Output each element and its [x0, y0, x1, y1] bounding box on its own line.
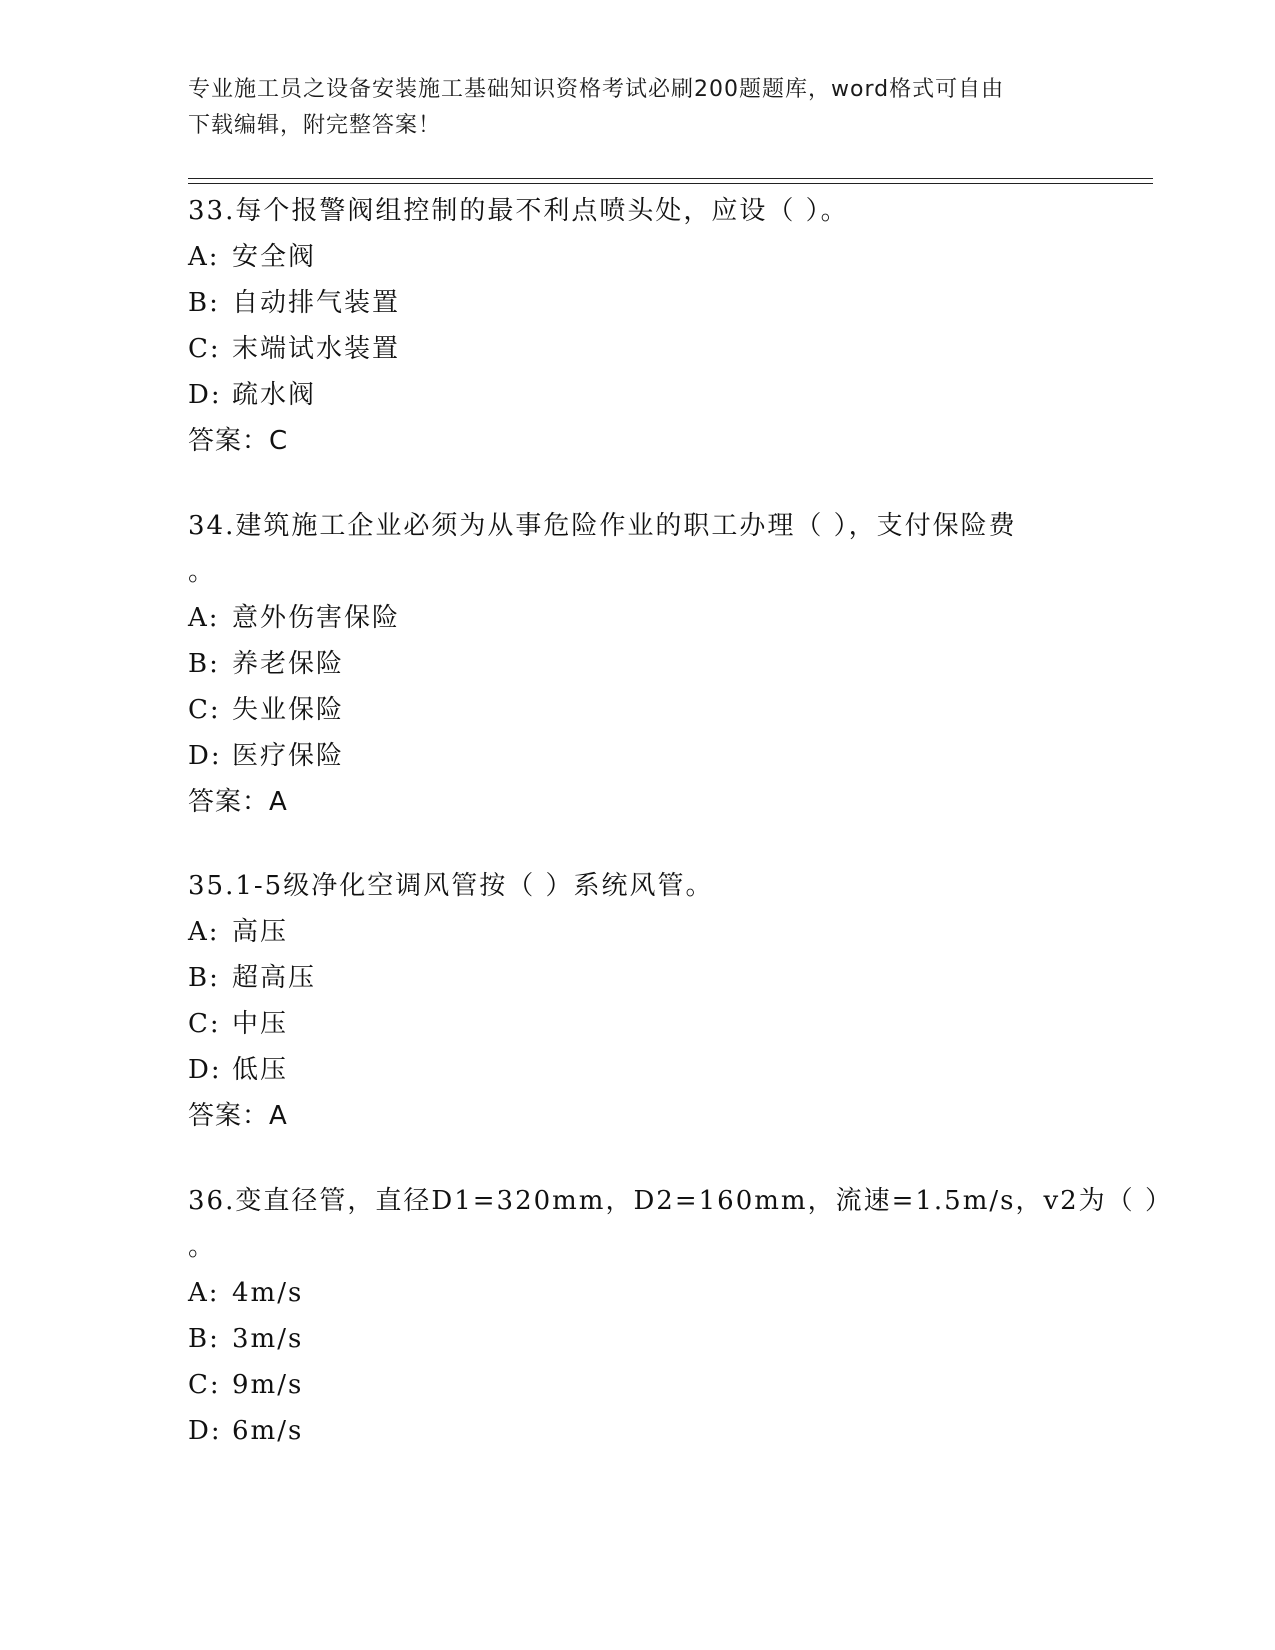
question-text: 36.变直径管，直径D1=320mm，D2=160mm，流速=1.5m/s，v2为（ ） — [188, 1186, 1173, 1216]
option-key: A: — [188, 917, 220, 947]
option-text: 安全阀 — [232, 242, 317, 272]
header-line-2: 下载编辑，附完整答案！ — [188, 113, 442, 138]
option-b — [188, 1316, 1088, 1362]
question-34 — [188, 503, 1088, 825]
option-text: 疏水阀 — [232, 380, 317, 410]
option-b — [188, 280, 1088, 326]
option-key: B: — [188, 1324, 220, 1354]
option-key: A: — [188, 242, 220, 272]
question-35 — [188, 863, 1088, 1139]
option-key: C: — [188, 1370, 221, 1400]
answer-line: 答案：A — [188, 787, 288, 817]
option-key: C: — [188, 1009, 221, 1039]
option-d — [188, 1408, 1088, 1454]
question-text: 35.1-5级净化空调风管按（ ）系统风管。 — [188, 871, 714, 901]
option-a — [188, 909, 1088, 955]
option-key: B: — [188, 649, 220, 679]
option-c — [188, 1362, 1088, 1408]
option-key: D: — [188, 1055, 222, 1085]
document-header — [188, 72, 1088, 144]
question-text-continued: 。 — [188, 1232, 215, 1262]
question-33 — [188, 188, 1088, 464]
answer-line: 答案：A — [188, 1101, 288, 1131]
option-d — [188, 733, 1088, 779]
option-d — [188, 1047, 1088, 1093]
question-36 — [188, 1178, 1173, 1454]
option-text: 9m/s — [232, 1370, 304, 1400]
option-a — [188, 595, 1088, 641]
option-text: 4m/s — [232, 1278, 304, 1308]
option-a — [188, 1270, 1088, 1316]
question-text: 34.建筑施工企业必须为从事危险作业的职工办理（ ），支付保险费 — [188, 511, 1017, 541]
option-text: 低压 — [232, 1055, 289, 1085]
option-c — [188, 326, 1088, 372]
question-text: 33.每个报警阀组控制的最不利点喷头处，应设（ ）。 — [188, 196, 849, 226]
header-line-1: 专业施工员之设备安装施工基础知识资格考试必刷200题题库，word格式可自由 — [188, 77, 1005, 102]
option-text: 中压 — [232, 1009, 289, 1039]
option-text: 养老保险 — [232, 649, 345, 679]
question-text-continued: 。 — [188, 557, 215, 587]
option-text: 自动排气装置 — [232, 288, 401, 318]
option-d — [188, 372, 1088, 418]
option-b — [188, 641, 1088, 687]
option-key: C: — [188, 334, 221, 364]
option-text: 意外伤害保险 — [232, 603, 401, 633]
option-text: 3m/s — [232, 1324, 304, 1354]
option-c — [188, 687, 1088, 733]
option-key: D: — [188, 741, 222, 771]
option-key: C: — [188, 695, 221, 725]
option-key: B: — [188, 963, 220, 993]
option-key: D: — [188, 380, 222, 410]
option-text: 超高压 — [232, 963, 317, 993]
option-a — [188, 234, 1088, 280]
option-text: 医疗保险 — [232, 741, 345, 771]
option-key: A: — [188, 603, 220, 633]
option-key: A: — [188, 1278, 220, 1308]
header-divider-bottom — [188, 183, 1153, 184]
option-text: 失业保险 — [232, 695, 345, 725]
answer-line: 答案：C — [188, 426, 289, 456]
option-text: 高压 — [232, 917, 289, 947]
option-text: 6m/s — [232, 1416, 304, 1446]
header-divider-top — [188, 178, 1153, 179]
option-b — [188, 955, 1088, 1001]
option-text: 末端试水装置 — [232, 334, 401, 364]
option-key: B: — [188, 288, 220, 318]
option-c — [188, 1001, 1088, 1047]
option-key: D: — [188, 1416, 222, 1446]
